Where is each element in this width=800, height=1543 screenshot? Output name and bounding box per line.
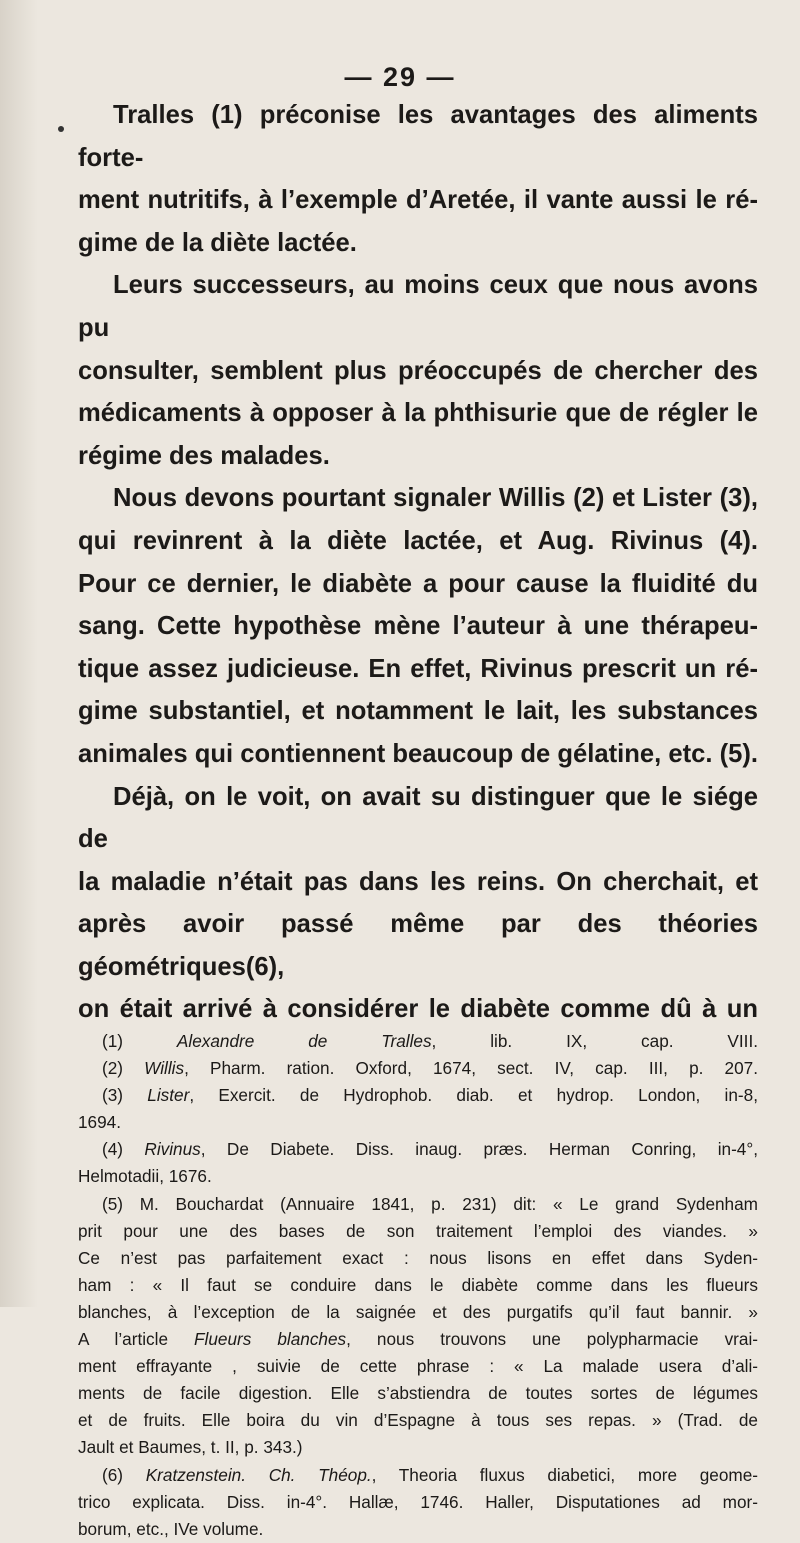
footnote-line: Ce n’est pas parfaitement exact : nous lisons en effet dans Syden- bbox=[78, 1247, 758, 1268]
footnote-line: ment effrayante , suivie de cette phrase : « La malade usera d’ali- bbox=[78, 1356, 758, 1377]
footnote-line: (5) M. Bouchardat (Annuaire 1841, p. 231) dit: « Le grand Sydenham bbox=[102, 1193, 758, 1214]
text-line: Leurs successeurs, au moins ceux que nous avons pu bbox=[78, 271, 758, 342]
text-line: médicaments à opposer à la phthisurie que de régler le bbox=[78, 399, 758, 428]
footnote-line: (1) Alexandre de Tralles, lib. IX, cap. VIII. bbox=[102, 1031, 758, 1051]
text-line: sang. Cette hypothèse mène l’auteur à une thérapeu- bbox=[78, 612, 758, 641]
margin-mark bbox=[58, 126, 64, 132]
footnote-line: 1694. bbox=[78, 1112, 122, 1133]
text-line: animales qui contiennent beaucoup de gélatine, etc. (5). bbox=[78, 739, 758, 768]
page-number: — 29 — bbox=[344, 62, 456, 92]
footnote-line: borum, etc., IVe volume. bbox=[78, 1518, 264, 1539]
page-edge-shadow bbox=[0, 0, 38, 1307]
footnote-line: (6) Kratzenstein. Ch. Théop., Theoria fluxus diabetici, more geome- bbox=[102, 1464, 759, 1485]
footnote-line: (3) Lister, Exercit. de Hydrophob. diab. et hydrop. London, in-8, bbox=[102, 1085, 758, 1106]
footnote-line: (4) Rivinus, De Diabete. Diss. inaug. præs. Herman Conring, in-4°, bbox=[102, 1139, 759, 1160]
footnote-line: Jault et Baumes, t. II, p. 343.) bbox=[78, 1437, 303, 1458]
footnote-line: trico explicata. Diss. in-4°. Hallæ, 1746. Haller, Disputationes ad mor- bbox=[78, 1491, 758, 1512]
text-line: Tralles (1) préconise les avantages des aliments forte- bbox=[78, 101, 758, 172]
text-line: régime des malades. bbox=[78, 441, 330, 470]
text-line: on était arrivé à considérer le diabète comme dû à un bbox=[78, 995, 758, 1024]
main-text bbox=[78, 94, 758, 1031]
text-line: gime de la diète lactée. bbox=[78, 228, 357, 257]
text-line: consulter, semblent plus préoccupés de chercher des bbox=[78, 356, 758, 385]
text-line: ment nutritifs, à l’exemple d’Aretée, il vante aussi le ré- bbox=[78, 186, 758, 215]
text-line: gime substantiel, et notamment le lait, les substances bbox=[78, 697, 758, 726]
footnote-line: et de fruits. Elle boira du vin d’Espagne à tous ses repas. » (Trad. de bbox=[78, 1410, 758, 1431]
footnote-line: ham : « Il faut se conduire dans le diabète comme dans les flueurs bbox=[78, 1274, 758, 1295]
footnote-line: ments de facile digestion. Elle s’abstiendra de toutes sortes de légumes bbox=[78, 1383, 758, 1404]
footnotes bbox=[78, 1028, 758, 1543]
text-line: Déjà, on le voit, on avait su distinguer que le siége de bbox=[78, 782, 758, 854]
text-line: la maladie n’était pas dans les reins. On cherchait, et bbox=[78, 867, 758, 896]
footnote-line: Helmotadii, 1676. bbox=[78, 1166, 212, 1187]
footnote-line: A l’article Flueurs blanches, nous trouvons une polypharmacie vrai- bbox=[78, 1329, 758, 1350]
text-line: Pour ce dernier, le diabète a pour cause la fluidité du bbox=[78, 569, 758, 598]
footnote-line: prit pour une des bases de son traitement l’emploi des viandes. » bbox=[78, 1220, 758, 1241]
text-line: après avoir passé même par des théories géométriques(6), bbox=[78, 910, 758, 981]
text-line: Nous devons pourtant signaler Willis (2) et Lister (3), bbox=[113, 484, 758, 513]
footnote-line: blanches, à l’exception de la saignée et des purgatifs qu’il faut bannir. » bbox=[78, 1301, 758, 1322]
footnote-line: (2) Willis, Pharm. ration. Oxford, 1674, sect. IV, cap. III, p. 207. bbox=[102, 1058, 758, 1079]
text-line: qui revinrent à la diète lactée, et Aug. Rivinus (4). bbox=[78, 526, 758, 555]
text-line: tique assez judicieuse. En effet, Rivinus prescrit un ré- bbox=[78, 654, 758, 683]
